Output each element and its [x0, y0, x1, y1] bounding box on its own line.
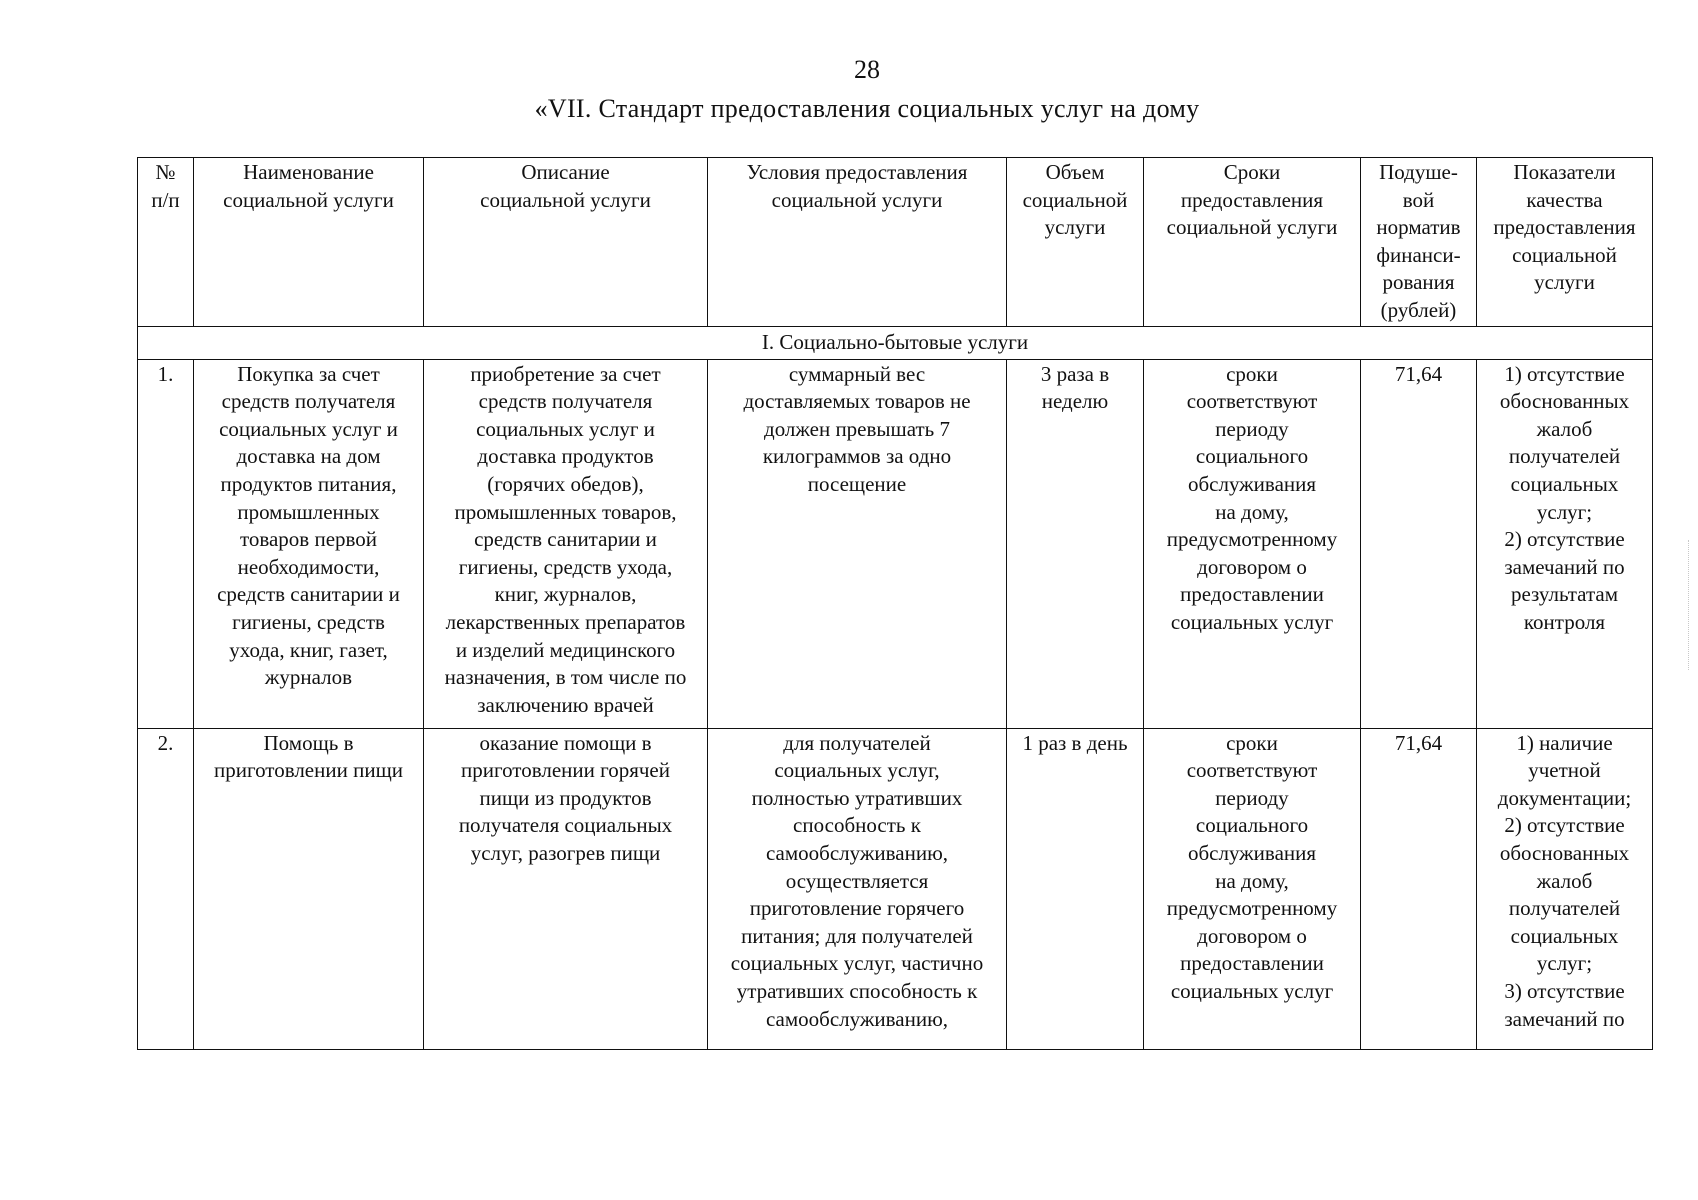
text-line: Подуше-: [1379, 160, 1458, 184]
text-line: №: [155, 160, 176, 184]
text-line: обслуживания: [1187, 471, 1317, 496]
text-line: (рублей): [1380, 297, 1457, 322]
text-line: предусмотренному: [1166, 527, 1338, 552]
row-number: [138, 728, 194, 1049]
text-line: услуг;: [1536, 499, 1593, 524]
text-line: 3) отсутствие: [1504, 978, 1625, 1003]
quality-indicators: [1477, 359, 1653, 728]
service-terms: [1144, 359, 1361, 728]
text-line: услуг, разогрев пищи: [470, 840, 661, 865]
text-line: социального: [1195, 444, 1309, 469]
text-line: обслуживания: [1187, 840, 1317, 865]
text-line: услуг;: [1536, 951, 1593, 976]
text-line: финанси-: [1376, 242, 1461, 267]
text-line: журналов: [264, 665, 353, 690]
page-number: 28: [854, 55, 880, 84]
text-line: жалоб: [1536, 868, 1593, 893]
text-line: замечаний по: [1504, 554, 1625, 579]
text-line: договором о: [1197, 923, 1307, 948]
text-line: контроля: [1523, 609, 1606, 634]
text-line: и изделий медицинского: [455, 637, 676, 662]
text-line: заключению врачей: [477, 692, 654, 717]
text-line: соответствуют: [1186, 758, 1318, 783]
text-line: учетной: [1528, 758, 1601, 783]
text-line: промышленных: [237, 499, 380, 524]
text-line: Описание: [521, 160, 610, 184]
text-line: услуги: [1044, 215, 1106, 240]
text-line: суммарный вес: [788, 361, 926, 386]
text-line: товаров первой: [239, 527, 378, 552]
text-line: 1.: [157, 361, 174, 386]
text-line: должен превышать 7: [764, 416, 950, 441]
text-line: социальных услуг, частично: [730, 951, 984, 976]
text-line: питания; для получателей: [741, 923, 973, 948]
text-line: социального: [1195, 813, 1309, 838]
text-line: 2) отсутствие: [1504, 813, 1625, 838]
text-line: гигиены, средств: [232, 609, 385, 634]
table-header-row: [138, 158, 1653, 327]
text-line: результатам: [1510, 582, 1619, 607]
text-line: периоду: [1215, 785, 1289, 810]
quality-indicators: [1477, 728, 1653, 1049]
text-line: неделю: [1041, 389, 1109, 414]
text-line: предоставления: [1493, 215, 1636, 240]
service-name: [194, 359, 424, 728]
section-title: I. Социально-бытовые услуги: [138, 326, 1653, 359]
table-row: [138, 728, 1653, 1049]
text-line: доставка продуктов: [477, 444, 654, 469]
text-line: социальной: [1022, 187, 1128, 212]
section-row: [138, 326, 1653, 359]
text-line: приготовлении пищи: [214, 758, 403, 783]
text-line: средств получателя: [478, 389, 653, 414]
text-line: Помощь в: [263, 730, 354, 755]
text-line: Показатели: [1513, 160, 1616, 184]
text-line: Условия предоставления: [746, 160, 968, 184]
text-line: на дому,: [1215, 499, 1289, 524]
text-line: предоставлении: [1180, 582, 1324, 607]
text-line: 2) отсутствие: [1504, 527, 1625, 552]
text-line: 1) наличие: [1516, 730, 1613, 755]
text-line: самообслуживанию,: [765, 1006, 949, 1031]
header-service-volume: [1007, 158, 1144, 327]
header-service-conditions: [708, 158, 1007, 327]
scan-margin-mark: [1688, 540, 1690, 670]
text-line: п/п: [151, 187, 180, 212]
financing-norm: [1361, 359, 1477, 728]
text-line: получателя социальных: [458, 813, 673, 838]
text-line: сроки: [1226, 361, 1278, 386]
text-line: предоставления: [1180, 187, 1324, 212]
text-line: осуществляется: [785, 868, 929, 893]
text-line: социальных: [1510, 471, 1619, 496]
table-row: [138, 359, 1653, 728]
text-line: 71,64: [1394, 730, 1443, 755]
text-line: ухода, книг, газет,: [229, 637, 388, 662]
text-line: необходимости,: [237, 554, 380, 579]
text-line: книг, журналов,: [494, 582, 637, 607]
text-line: предусмотренному: [1166, 896, 1338, 921]
header-service-terms: [1144, 158, 1361, 327]
text-line: социальных услуг,: [774, 758, 940, 783]
text-line: способность к: [793, 813, 921, 838]
header-quality-indicators: [1477, 158, 1653, 327]
text-line: самообслуживанию,: [765, 840, 949, 865]
text-line: средств санитарии и: [217, 582, 400, 607]
text-line: договором о: [1197, 554, 1307, 579]
text-line: социальной услуги: [480, 187, 651, 212]
service-volume: [1007, 359, 1144, 728]
header-service-description: [424, 158, 708, 327]
text-line: 1) отсутствие: [1504, 361, 1625, 386]
text-line: жалоб: [1536, 416, 1593, 441]
text-line: социальных услуг: [1170, 978, 1334, 1003]
text-line: социальных услуг и: [219, 416, 398, 441]
text-line: качества: [1526, 187, 1603, 212]
text-line: назначения, в том числе по: [444, 665, 687, 690]
text-line: сроки: [1226, 730, 1278, 755]
header-service-name: [194, 158, 424, 327]
text-line: замечаний по: [1504, 1006, 1625, 1031]
text-line: промышленных товаров,: [454, 499, 677, 524]
text-line: документации;: [1497, 785, 1632, 810]
text-line: утративших способность к: [736, 978, 978, 1003]
text-line: на дому,: [1215, 868, 1289, 893]
service-description: [424, 359, 708, 728]
text-line: предоставлении: [1180, 951, 1324, 976]
text-line: посещение: [807, 471, 907, 496]
text-line: социальной услуги: [771, 187, 943, 212]
text-line: 71,64: [1394, 361, 1443, 386]
text-line: гигиены, средств ухода,: [458, 554, 673, 579]
page-title: «VII. Стандарт предоставления социальных услуг на дому: [534, 94, 1200, 123]
text-line: 1 раз в день: [1022, 730, 1128, 755]
text-line: Покупка за счет: [237, 361, 380, 386]
text-line: Объем: [1045, 160, 1105, 184]
service-conditions: [708, 728, 1007, 1049]
text-line: приготовление горячего: [749, 896, 965, 921]
text-line: килограммов за одно: [762, 444, 952, 469]
text-line: получателей: [1508, 444, 1621, 469]
header-financing-norm: [1361, 158, 1477, 327]
text-line: социальных: [1510, 923, 1619, 948]
text-line: лекарственных препаратов: [445, 609, 686, 634]
text-line: пищи из продуктов: [479, 785, 652, 810]
service-name: [194, 728, 424, 1049]
text-line: приобретение за счет: [470, 361, 661, 386]
text-line: для получателей: [783, 730, 931, 755]
text-line: социальной: [1512, 242, 1617, 267]
text-line: приготовлении горячей: [461, 758, 670, 783]
text-line: обоснованных: [1499, 840, 1630, 865]
financing-norm: [1361, 728, 1477, 1049]
text-line: социальных услуг: [1170, 609, 1334, 634]
text-line: 2.: [157, 730, 174, 755]
text-line: вой: [1402, 187, 1435, 212]
text-line: доставляемых товаров не: [743, 389, 971, 414]
service-description: [424, 728, 708, 1049]
service-terms: [1144, 728, 1361, 1049]
text-line: получателей: [1508, 896, 1621, 921]
header-number: [138, 158, 194, 327]
text-line: рования: [1382, 270, 1455, 295]
text-line: оказание помощи в: [479, 730, 652, 755]
text-line: доставка на дом: [236, 444, 381, 469]
text-line: средств санитарии и: [474, 527, 657, 552]
text-line: (горячих обедов),: [487, 471, 644, 496]
text-line: соответствуют: [1186, 389, 1318, 414]
text-line: социальной услуги: [1166, 215, 1338, 240]
text-line: социальной услуги: [223, 187, 394, 212]
text-line: полностью утративших: [751, 785, 963, 810]
service-volume: [1007, 728, 1144, 1049]
service-conditions: [708, 359, 1007, 728]
text-line: услуги: [1534, 270, 1595, 295]
text-line: Наименование: [243, 160, 374, 184]
text-line: 3 раза в: [1040, 361, 1110, 386]
text-line: социальных услуг и: [476, 416, 655, 441]
text-line: средств получателя: [221, 389, 396, 414]
text-line: обоснованных: [1499, 389, 1630, 414]
services-standard-table: [137, 157, 1653, 1050]
row-number: [138, 359, 194, 728]
text-line: продуктов питания,: [220, 471, 397, 496]
text-line: периоду: [1215, 416, 1289, 441]
text-line: Сроки: [1223, 160, 1281, 184]
text-line: норматив: [1376, 215, 1461, 240]
